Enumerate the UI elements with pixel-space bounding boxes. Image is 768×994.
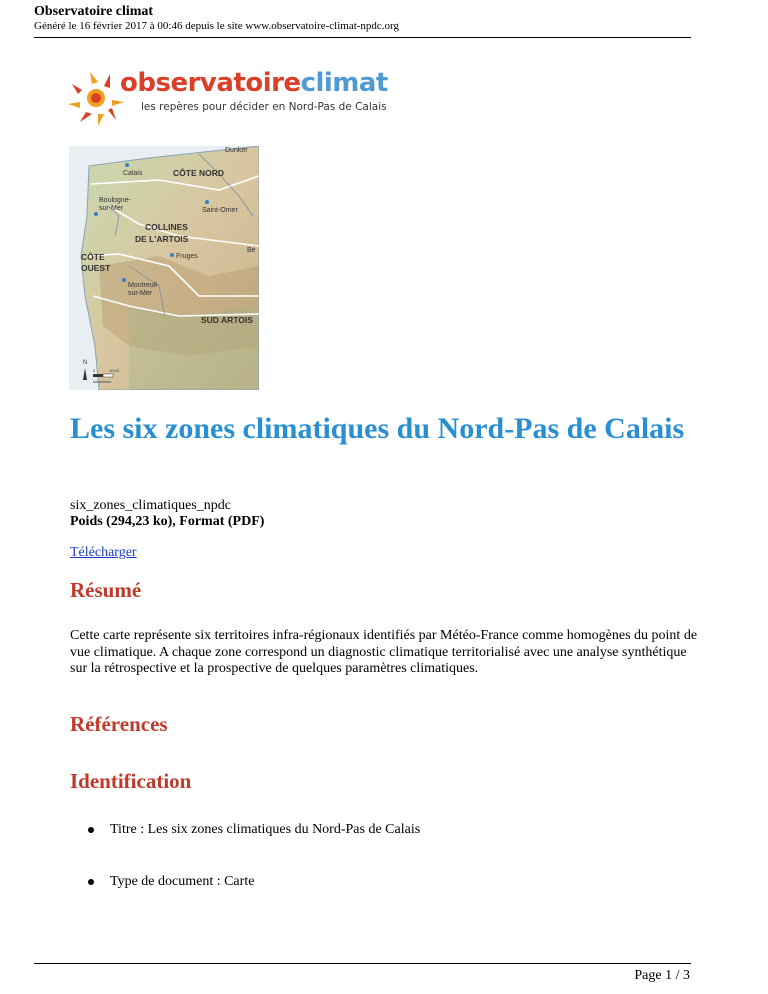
document-meta: Poids (294,23 ko), Format (PDF): [70, 514, 265, 529]
map-label-collines: COLLINES: [145, 222, 188, 232]
map-label-be: Bé: [247, 247, 256, 254]
download-link[interactable]: Télécharger: [70, 545, 137, 560]
map-label-montreuil: Montreuil-: [128, 282, 160, 289]
logo-tagline: les repères pour décider en Nord-Pas de Calais: [141, 101, 387, 113]
resume-text: Cette carte représente six territoires infra-régionaux identifiés par Météo-France comme homogènes du point de vue climatique. A chaque zone correspond un diagnostic climatique territorialisé avec une analyse synthétique sur la rétrospective et la prospective de quelques paramètres climatiques.: [70, 628, 698, 677]
map-scale-unit: kilomètres: [93, 379, 112, 384]
resume-heading: Résumé: [70, 578, 142, 602]
map-label-collines-2: DE L'ARTOIS: [135, 234, 189, 244]
map-scale-10: 10,03: [109, 368, 120, 373]
map-label-boulogne-2: sur-Mer: [99, 205, 124, 212]
map-label-cote-nord: CÔTE NORD: [173, 168, 224, 178]
document-filename: six_zones_climatiques_npdc: [70, 498, 231, 513]
map-label-fruges: Fruges: [176, 253, 198, 260]
map-label-dunker: Dunker: [225, 147, 248, 154]
references-heading: Références: [70, 712, 168, 736]
header-subtitle: Généré le 16 février 2017 à 00:46 depuis le site www.observatoire-climat-npdc.org: [34, 20, 400, 32]
page-header: [34, 4, 691, 33]
header-title: Observatoire climat: [34, 4, 154, 19]
document-title: Les six zones climatiques du Nord-Pas de Calais: [70, 412, 685, 445]
map-scale-0: 0: [93, 368, 96, 373]
map-label-boulogne: Boulogne-: [99, 197, 131, 204]
map-label-saint-omer: Saint-Omer: [202, 207, 238, 214]
bullet-icon: [88, 827, 94, 833]
bullet-icon: [88, 879, 94, 885]
page-number: Page 1 / 3: [634, 968, 690, 983]
map-label-sud-artois: SUD ARTOIS: [201, 315, 253, 325]
footer-divider: [34, 963, 691, 964]
logo-wordmark: observatoireclimat: [120, 68, 388, 98]
header-divider: [34, 37, 691, 38]
identification-heading: Identification: [70, 769, 192, 793]
map-label-calais: Calais: [123, 170, 143, 177]
map-label-cote-ouest-2: OUEST: [81, 263, 111, 273]
climate-zones-map: [69, 146, 259, 390]
map-north-label: N: [83, 360, 88, 366]
map-label-montreuil-2: sur-Mer: [128, 290, 153, 297]
map-label-cote-ouest: CÔTE: [81, 252, 105, 262]
